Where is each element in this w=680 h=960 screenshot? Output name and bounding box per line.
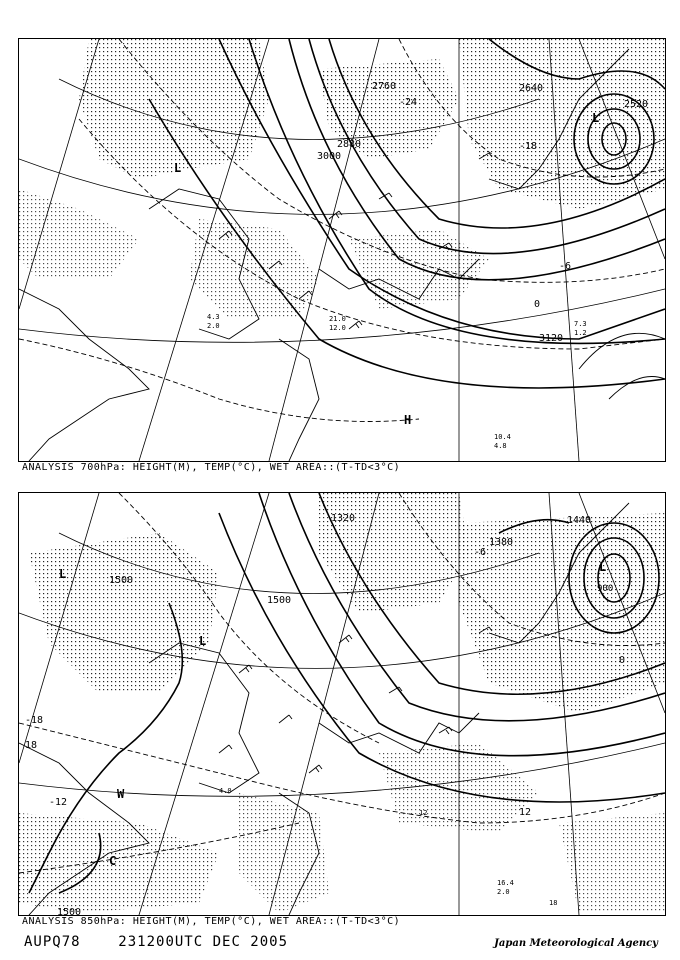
wet-area [319,493,469,613]
station-value: 4.8 [494,442,507,450]
panel-caption-700hpa: ANALYSIS 700hPa: HEIGHT(M), TEMP(°C), WET AREA::(T-TD<3°C) [22,462,401,473]
wet-area [189,219,319,319]
map-700hpa-svg [19,39,665,461]
station-value: 2.0 [207,322,220,330]
contour-label: 1440 [567,515,592,526]
valid-time: 231200UTC DEC 2005 [118,934,289,950]
wet-area [19,813,219,913]
contour-label: 0 [619,655,626,666]
station-value: 4.3 [207,313,220,321]
station-value: 10.4 [494,433,511,441]
wet-area [459,39,665,209]
low-center: L [174,161,182,175]
map-panel-850hpa [18,492,666,916]
contour-label: -18 [519,141,538,152]
contour-label: 3120 [539,333,564,344]
panel-caption-850hpa: ANALYSIS 850hPa: HEIGHT(M), TEMP(°C), WET AREA::(T-TD<3°C) [22,916,401,927]
low-center: L [59,567,67,581]
station-value: 7.3 [574,320,587,328]
agency-name: Japan Meteorological Agency [494,938,658,949]
chart-identifier [24,934,288,950]
station-value: 4.0 [219,787,232,795]
low-center: L [599,560,607,574]
contour-label: 1500 [267,595,292,606]
station-value: 21.0 [329,315,346,323]
contour-label: 0 [534,299,541,310]
map-panel-700hpa [18,38,666,462]
station-value: 16.4 [497,879,514,887]
contour-label: -12 [49,797,68,808]
wet-area [19,189,139,279]
contour-label: 12 [519,807,532,818]
station-value: 12 [419,809,428,817]
contour-label: -6 [474,547,487,558]
contour-label: -6 [559,261,572,272]
wet-area [239,793,329,913]
high-center: H [404,413,412,427]
wet-area [559,813,665,913]
station-value: 2.0 [497,888,510,896]
contour-label: -18 [25,715,44,726]
contour-label: 2520 [624,99,649,110]
low-center-symbol: L [592,111,600,125]
wet-area [29,533,219,693]
contour-label: 2640 [519,83,544,94]
station-value: 1.2 [574,329,587,337]
contour-label: -24 [399,97,418,108]
contour-label: 1380 [489,537,514,548]
contour-label: 2760 [372,81,397,92]
low-center-value: 900 [597,584,614,594]
contour-label: 1500 [109,575,134,586]
station-value: 18 [549,899,558,907]
map-850hpa-svg [19,493,665,915]
wet-area [79,39,269,179]
contour-label: 18 [25,740,38,751]
chart-id: AUPQ78 [24,934,81,950]
contour-label: 1500 [57,907,82,915]
cold-center: C [109,854,117,868]
low-center: L [199,634,207,648]
contour-label: 2880 [337,139,362,150]
warm-center: W [117,787,125,801]
contour-label: 1320 [331,513,356,524]
contour-label: 3000 [317,151,342,162]
station-value: 12.0 [329,324,346,332]
